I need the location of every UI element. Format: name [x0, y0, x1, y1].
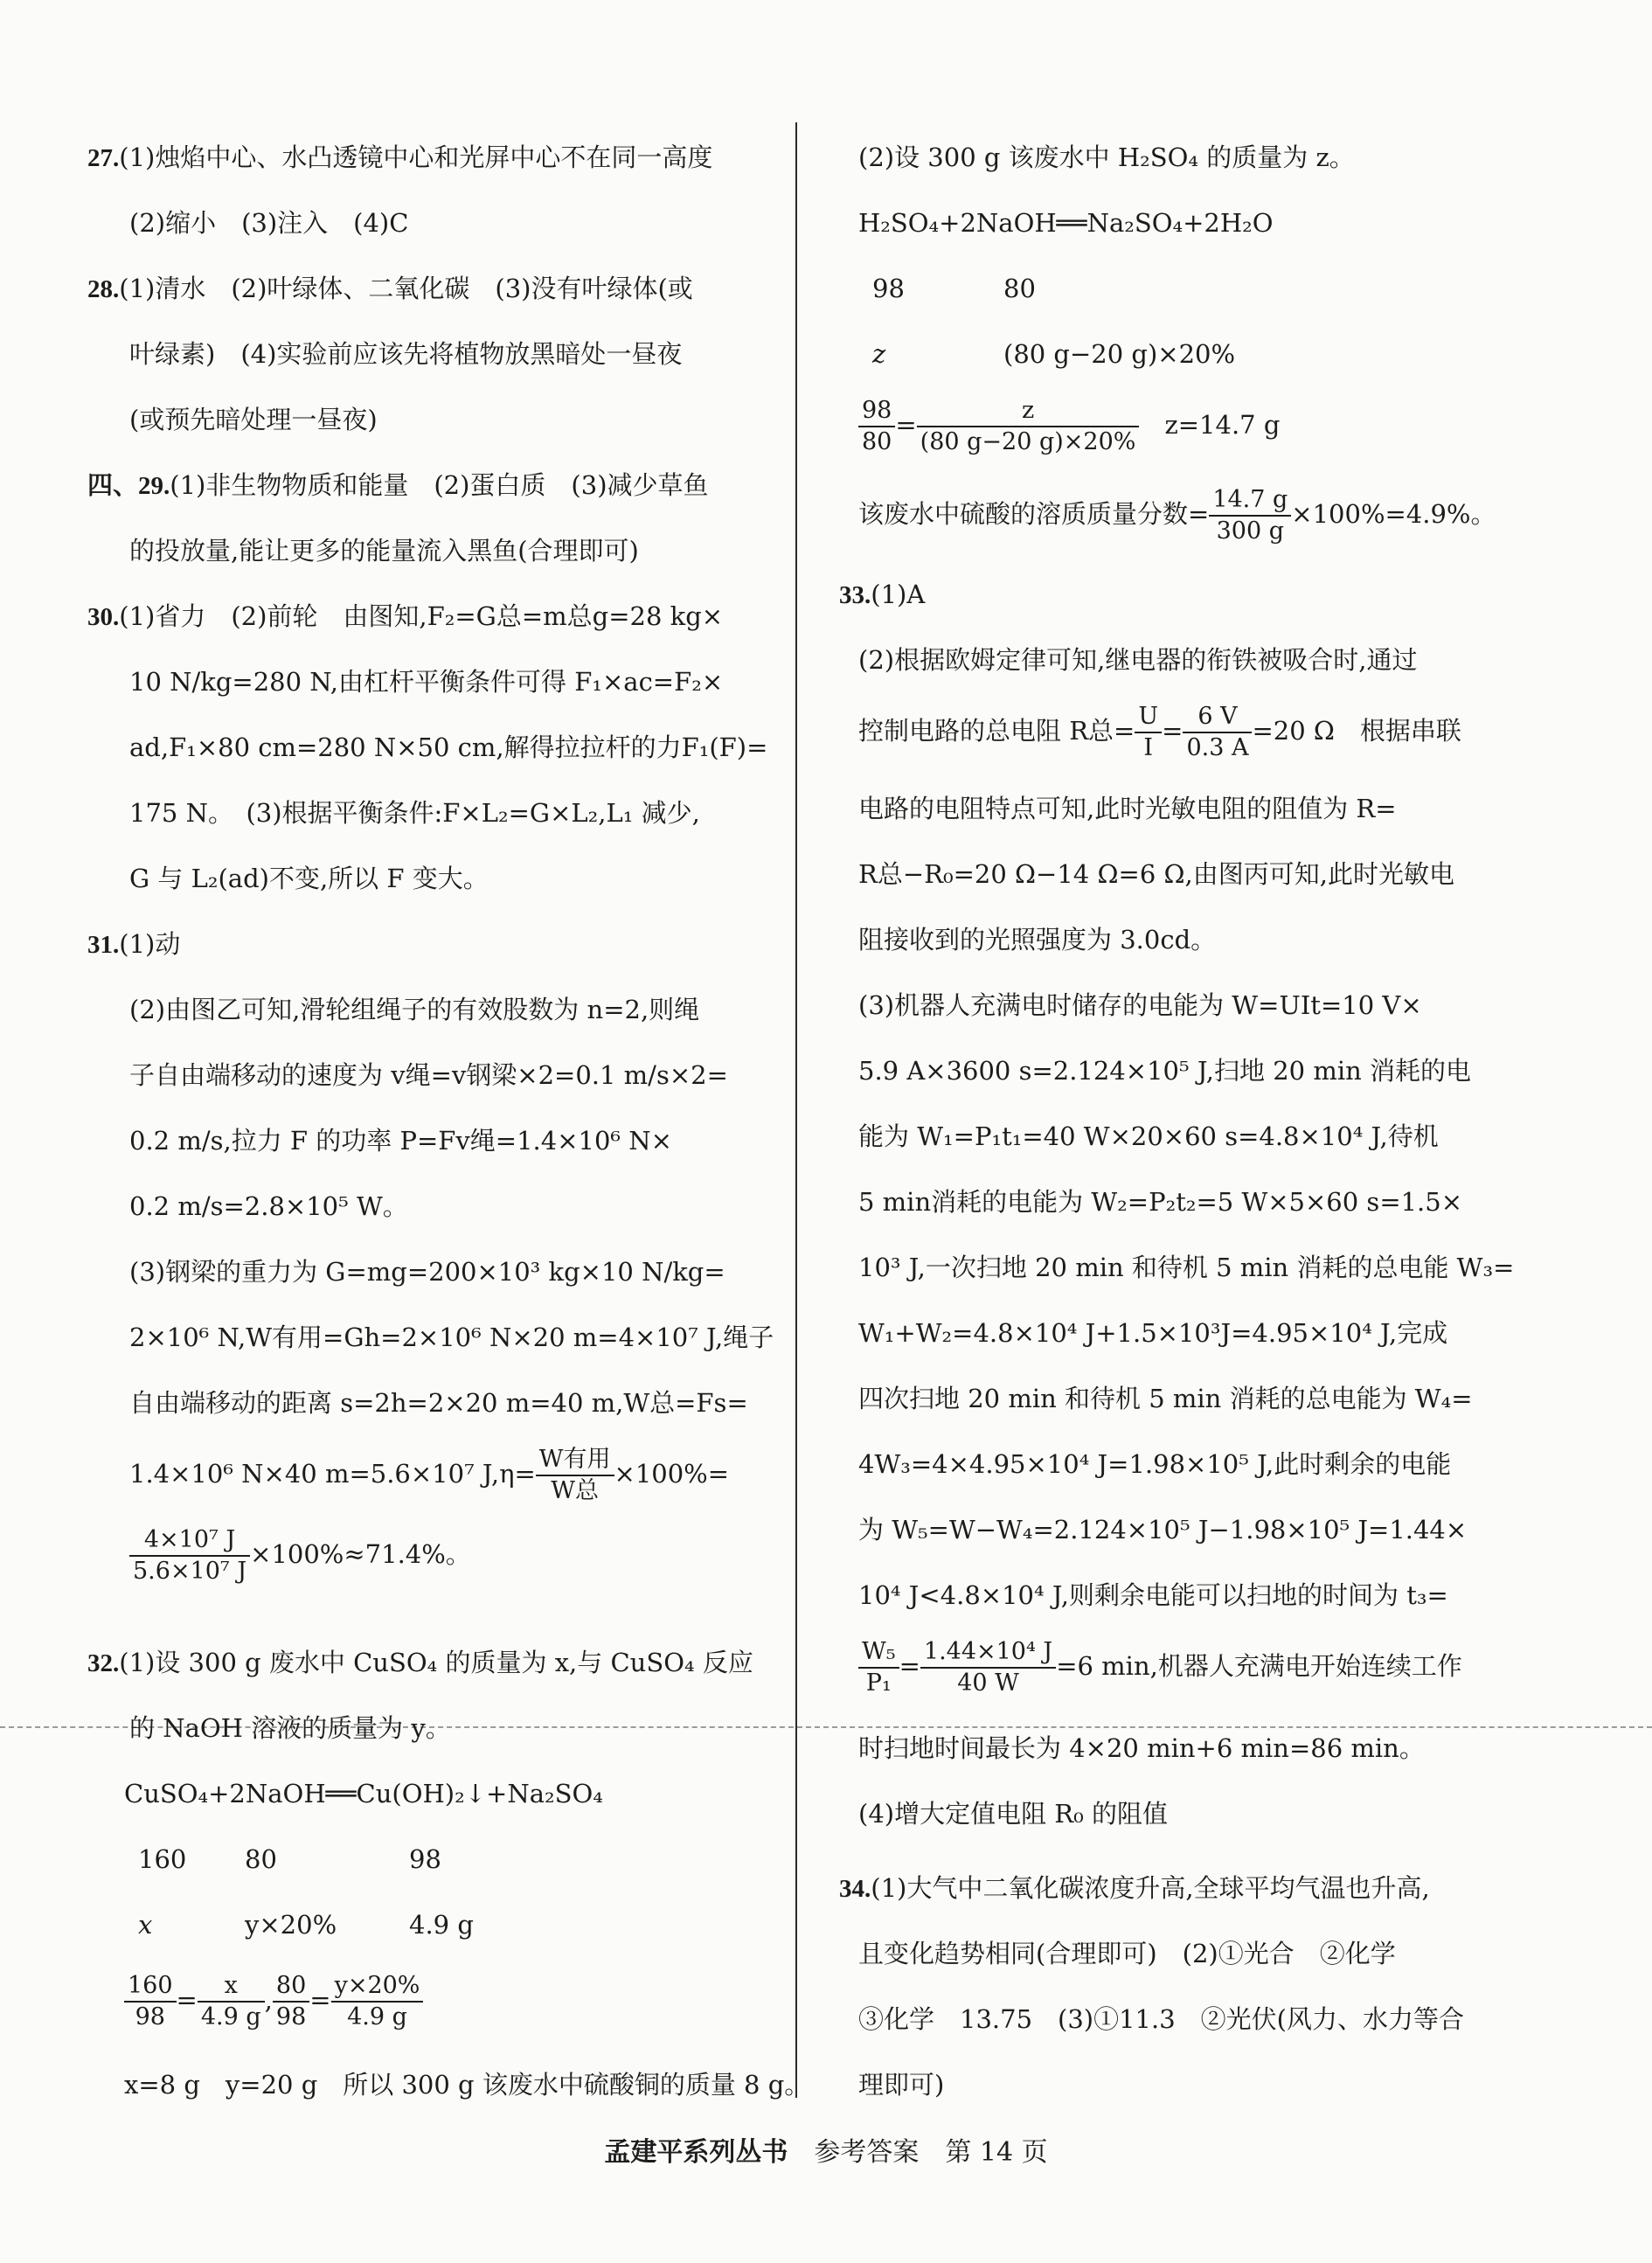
fraction: $\frac{80}{98}$ — [273, 1971, 309, 2032]
equation-h2so4: H₂SO₄+2NaOH══Na₂SO₄+2H₂O — [858, 208, 1274, 238]
molar-mass-1: 160 — [138, 1844, 187, 1874]
answer-32-part2: (2)设 300 g 该废水中 H₂SO₄ 的质量为 z。 — [858, 142, 1355, 172]
answer-30-line3: ad,F₁×80 cm=280 N×50 cm,解得拉拉杆的力F₁(F)= — [129, 732, 768, 762]
answer-33: 33.(1)A — [839, 580, 926, 609]
answer-28: 28.(1)清水 (2)叶绿体、二氧化碳 (3)没有叶绿体(或 — [87, 274, 693, 303]
mass-value: 4.9 g — [409, 1910, 474, 1940]
answer-28-line2: 叶绿素) (4)实验前应该先将植物放黑暗处一昼夜 — [129, 339, 683, 369]
answer-33-line4: 电路的电阻特点可知,此时光敏电阻的阻值为 R= — [858, 794, 1397, 823]
unknown-x: x — [138, 1910, 153, 1940]
answer-31-line8: 自由端移动的距离 s=2h=2×20 m=40 m,W总=Fs= — [129, 1388, 748, 1418]
answer-33-line17: $\frac{\text{W₅}}{\text{P₁}}$ = $\frac{\text{1.44×10⁴ J}}{40 W}$ =6 min,机器人充满电开始连续工作 — [858, 1633, 1462, 1699]
answer-31: 31.(1)动 — [87, 929, 181, 959]
fraction: $\frac{U}{I}$ — [1135, 702, 1162, 763]
answer-27: 27.(1)烛焰中心、水凸透镜中心和光屏中心不在同一高度 — [87, 142, 713, 172]
answer-30-line4: 175 N。 (3)根据平衡条件:F×L₂=G×L₂,L₁ 减少, — [129, 798, 700, 828]
answer-34-line4: 理即可) — [858, 2070, 945, 2100]
molar-mass-2: 80 — [245, 1844, 277, 1874]
answer-33-line13: 四次扫地 20 min 和待机 5 min 消耗的总电能为 W₄= — [858, 1384, 1473, 1413]
page-footer — [542, 2130, 1110, 2169]
answer-29: 四、29.(1)非生物物质和能量 (2)蛋白质 (3)减少草鱼 — [87, 470, 709, 500]
proportion-z: $\frac{98}{80}$ = $\frac{z}{(80 g-20 g)\times 20\%}$ z=14.7 g — [858, 392, 1280, 458]
fraction: $\frac{y\times 20\%}{4.9 g}$ — [331, 1971, 424, 2032]
unknown-y: y×20% — [245, 1910, 337, 1940]
equation-cuso4: CuSO₄+2NaOH══Cu(OH)₂↓+Na₂SO₄ — [124, 1779, 603, 1808]
answer-31-line6: (3)钢梁的重力为 G=mg=200×10³ kg×10 N/kg= — [129, 1257, 725, 1287]
answer-34-line2: 且变化趋势相同(合理即可) (2)①光合 ②化学 — [858, 1939, 1396, 1968]
fraction: $\frac{x}{4.9 g}$ — [198, 1971, 265, 2032]
answer-34: 34.(1)大气中二氧化碳浓度升高,全球平均气温也升高, — [839, 1873, 1430, 1903]
answer-33-line2: (2)根据欧姆定律可知,继电器的衔铁被吸合时,通过 — [858, 645, 1418, 675]
answer-31-line4: 0.2 m/s,拉力 F 的功率 P=Fv绳=1.4×10⁶ N× — [129, 1126, 672, 1156]
answer-33-line12: W₁+W₂=4.8×10⁴ J+1.5×10³J=4.95×10⁴ J,完成 — [858, 1318, 1448, 1348]
answer-32-result: x=8 g y=20 g 所以 300 g 该废水中硫酸铜的质量 8 g。 — [124, 2070, 810, 2100]
fraction: $\frac{\text{W有用}}{\text{W总}}$ — [536, 1445, 614, 1506]
answer-30-line5: G 与 L₂(ad)不变,所以 F 变大。 — [129, 864, 489, 893]
answer-33-line7: (3)机器人充满电时储存的电能为 W=UIt=10 V× — [858, 990, 1422, 1020]
answer-33-line15: 为 W₅=W−W₄=2.124×10⁵ J−1.98×10⁵ J=1.44× — [858, 1515, 1468, 1545]
answer-32-line2: 的 NaOH 溶液的质量为 y。 — [129, 1713, 451, 1743]
answer-33-line14: 4W₃=4×4.95×10⁴ J=1.98×10⁵ J,此时剩余的电能 — [858, 1449, 1452, 1479]
answer-33-line10: 5 min消耗的电能为 W₂=P₂t₂=5 W×5×60 s=1.5× — [858, 1187, 1463, 1217]
fraction: $\frac{98}{80}$ — [858, 396, 895, 457]
fraction: $\frac{14.7 g}{300 g}$ — [1209, 485, 1291, 546]
series-title: 孟建平系列丛书 — [604, 2137, 788, 2168]
answer-31-line5: 0.2 m/s=2.8×10⁵ W。 — [129, 1191, 408, 1221]
fraction: $\frac{\text{4×10⁷ J}}{\text{5.6×10⁷ J}}$ — [129, 1525, 250, 1586]
answer-33-line9: 能为 W₁=P₁t₁=40 W×20×60 s=4.8×10⁴ J,待机 — [858, 1121, 1439, 1151]
molar-mass-3: 98 — [409, 1844, 441, 1874]
answer-33-line11: 10³ J,一次扫地 20 min 和待机 5 min 消耗的总电能 W₃= — [858, 1253, 1515, 1282]
answer-33-line16: 10⁴ J<4.8×10⁴ J,则剩余电能可以扫地的时间为 t₃= — [858, 1580, 1448, 1610]
answer-33-part4: (4)增大定值电阻 R₀ 的阻值 — [858, 1799, 1168, 1829]
column-divider — [795, 122, 797, 2098]
fraction: $\frac{\text{W₅}}{\text{P₁}}$ — [858, 1637, 899, 1698]
unknown-z: z — [872, 339, 886, 369]
answer-32: 32.(1)设 300 g 废水中 CuSO₄ 的质量为 x,与 CuSO₄ 反应 — [87, 1648, 753, 1677]
answer-31-line2: (2)由图乙可知,滑轮组绳子的有效股数为 n=2,则绳 — [129, 995, 700, 1024]
answer-33-line6: 阻接收到的光照强度为 3.0cd。 — [858, 925, 1217, 954]
answer-33-line5: R总−R₀=20 Ω−14 Ω=6 Ω,由图丙可知,此时光敏电 — [858, 859, 1454, 889]
answer-28-line3: (或预先暗处理一昼夜) — [129, 405, 378, 434]
answer-33-line18: 时扫地时间最长为 4×20 min+6 min=86 min。 — [858, 1733, 1425, 1763]
answer-30-line2: 10 N/kg=280 N,由杠杆平衡条件可得 F₁×ac=F₂× — [129, 667, 724, 697]
answer-31-line7: 2×10⁶ N,W有用=Gh=2×10⁶ N×20 m=4×10⁷ J,绳子 — [129, 1322, 774, 1352]
answer-31-line10: $\frac{\text{4×10⁷ J}}{\text{5.6×10⁷ J}}$ ×100%≈71.4%。 — [129, 1521, 471, 1587]
molar-mass-naoh: 80 — [1003, 274, 1036, 303]
answer-30: 30.(1)省力 (2)前轮 由图知,F₂=G总=m总g=28 kg× — [87, 601, 724, 631]
naoh-mass: (80 g−20 g)×20% — [1003, 339, 1236, 369]
answer-31-line3: 子自由端移动的速度为 v绳=v钢梁×2=0.1 m/s×2= — [129, 1060, 728, 1090]
molar-mass-h2so4: 98 — [872, 274, 905, 303]
answer-31-line9: 1.4×10⁶ N×40 m=5.6×10⁷ J,η= $\frac{\text{W有用}}{\text{W总}}$ ×100%= — [129, 1446, 730, 1504]
answer-34-line3: ③化学 13.75 (3)①11.3 ②光伏(风力、水力等合 — [858, 2004, 1464, 2034]
fraction: $\frac{6 V}{0.3 A}$ — [1183, 702, 1252, 763]
fraction: $\frac{160}{98}$ — [124, 1971, 177, 2032]
answer-29-line2: 的投放量,能让更多的能量流入黑鱼(合理即可) — [129, 536, 639, 566]
proportion-equation: $\frac{160}{98}$ = $\frac{x}{4.9 g}$ , $\frac{80}{98}$ = $\frac{y\times 20\%}{4.9 g}$ — [124, 1967, 423, 2033]
answer-33-line8: 5.9 A×3600 s=2.124×10⁵ J,扫地 20 min 消耗的电 — [858, 1056, 1471, 1086]
mass-fraction: 该废水中硫酸的溶质质量分数= $\frac{14.7 g}{300 g}$ ×100%=4.9%。 — [858, 486, 1496, 545]
page-number: 第 14 页 — [945, 2137, 1048, 2168]
answer-33-line3: 控制电路的总电阻 R总= $\frac{U}{I}$ = $\frac{6 V}{0.3 A}$ =20 Ω 根据串联 — [858, 703, 1461, 761]
footer-label: 参考答案 — [814, 2137, 920, 2168]
fraction: $\frac{z}{(80 g-20 g)\times 20\%}$ — [917, 396, 1140, 457]
answer-27-line2: (2)缩小 (3)注入 (4)C — [129, 208, 409, 238]
fraction: $\frac{\text{1.44×10⁴ J}}{40 W}$ — [920, 1637, 1056, 1698]
